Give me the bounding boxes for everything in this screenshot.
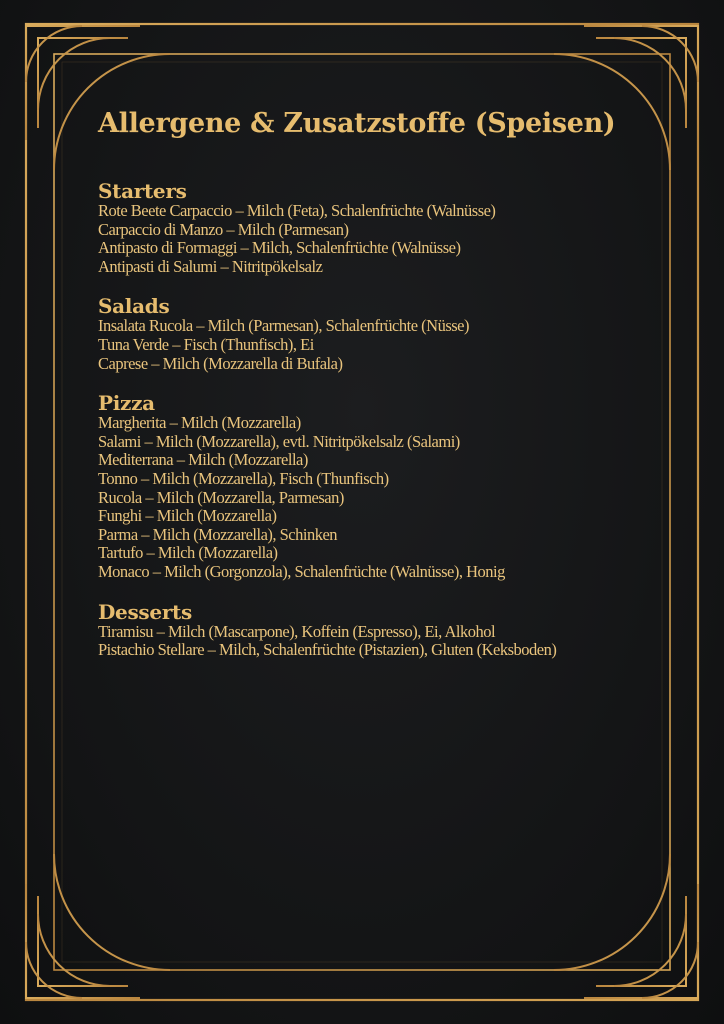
allergen-item: Rucola – Milch (Mozzarella, Parmesan) — [98, 487, 344, 507]
allergen-item: Tartufo – Milch (Mozzarella) — [98, 543, 278, 563]
page-title: Allergene & Zusatzstoffe (Speisen) — [98, 108, 616, 139]
allergen-item: Antipasto di Formaggi – Milch, Schalenfrüchte (Walnüsse) — [98, 238, 461, 258]
allergen-item: Salami – Milch (Mozzarella), evtl. Nitritpökelsalz (Salami) — [98, 431, 460, 451]
menu-section — [98, 180, 658, 276]
menu-section — [98, 392, 658, 581]
allergen-item: Rote Beete Carpaccio – Milch (Feta), Schalenfrüchte (Walnüsse) — [98, 201, 496, 220]
allergen-item: Pistachio Stellare – Milch, Schalenfrüchte (Pistazien), Gluten (Keksboden) — [98, 640, 557, 660]
allergen-item: Monaco – Milch (Gorgonzola), Schalenfrüchte (Walnüsse), Honig — [98, 561, 505, 581]
allergen-sections — [98, 180, 658, 660]
allergen-item: Funghi – Milch (Mozzarella) — [98, 506, 277, 526]
section-heading: Desserts — [98, 599, 192, 624]
menu-section — [98, 295, 658, 373]
menu-content — [98, 102, 658, 679]
section-heading: Starters — [98, 179, 187, 203]
allergen-item: Insalata Rucola – Milch (Parmesan), Schalenfrüchte (Nüsse) — [98, 316, 469, 336]
allergen-item: Tiramisu – Milch (Mascarpone), Koffein (Espresso), Ei, Alkohol — [98, 621, 496, 641]
allergen-item: Antipasti di Salumi – Nitritpökelsalz — [98, 256, 323, 276]
corner-ornament-bottom-left — [26, 854, 170, 998]
corner-ornament-bottom-right — [554, 854, 698, 998]
allergen-item: Margherita – Milch (Mozzarella) — [98, 413, 301, 433]
menu-section — [98, 601, 658, 660]
allergen-item: Parma – Milch (Mozzarella), Schinken — [98, 524, 338, 544]
section-heading: Pizza — [98, 391, 155, 416]
allergen-item: Tonno – Milch (Mozzarella), Fisch (Thunfisch) — [98, 468, 389, 488]
allergen-item: Caprese – Milch (Mozzarella di Bufala) — [98, 353, 343, 373]
section-heading: Salads — [98, 294, 170, 319]
allergen-item: Carpaccio di Manzo – Milch (Parmesan) — [98, 219, 349, 239]
allergen-item: Mediterrana – Milch (Mozzarella) — [98, 450, 308, 470]
allergen-item: Tuna Verde – Fisch (Thunfisch), Ei — [98, 334, 314, 354]
